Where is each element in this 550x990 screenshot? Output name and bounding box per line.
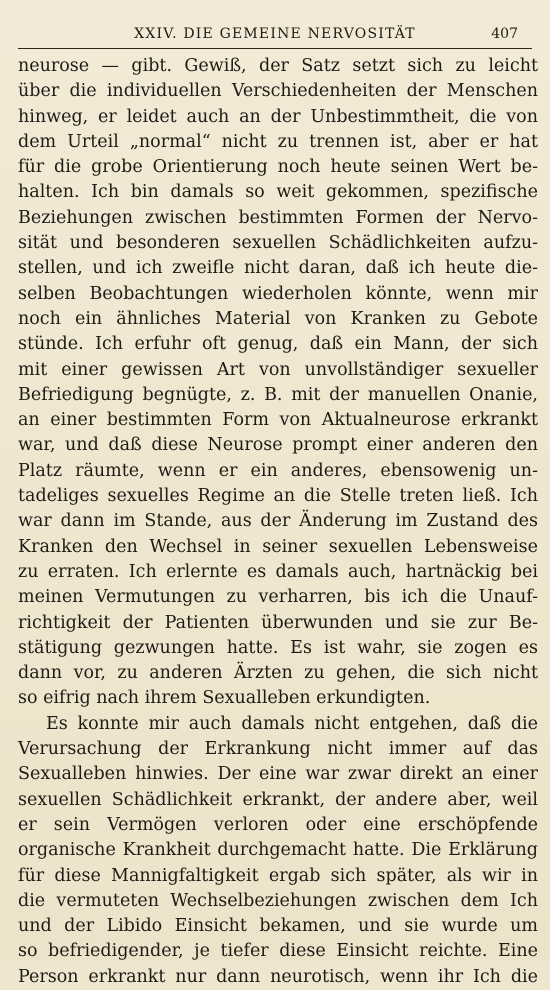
text-line: Person erkrankt nur dann neurotisch, wenn ihr Ich die bbox=[18, 966, 538, 987]
header-rule bbox=[18, 48, 532, 49]
text-line: halten. Ich bin damals so weit gekommen, spezifische bbox=[18, 182, 538, 203]
text-line: organische Krankheit durchgemacht hatte. Die Erklärung bbox=[18, 840, 538, 861]
text-line: stätigung gezwungen hatte. Es ist wahr, sie zogen es bbox=[18, 637, 538, 658]
text-line: neurose — gibt. Gewiß, der Satz setzt sich zu leicht bbox=[18, 56, 538, 76]
text-line: sität und besonderen sexuellen Schädlichkeiten aufzu- bbox=[18, 233, 538, 254]
running-head: XXIV. DIE GEMEINE NERVOSITÄT bbox=[134, 26, 416, 42]
text-line: meinen Vermutungen zu verharren, bis ich die Unauf- bbox=[18, 587, 538, 608]
text-line: tadeliges sexuelles Regime an die Stelle treten ließ. Ich bbox=[18, 486, 538, 507]
text-line: dann vor, zu anderen Ärzten zu gehen, die sich nicht bbox=[18, 663, 538, 684]
text-line: hinweg, er leidet auch an der Unbestimmtheit, die von bbox=[18, 106, 538, 127]
text-line: Sexualleben hinwies. Der eine war zwar direkt an einer bbox=[18, 764, 538, 785]
text-line: Beziehungen zwischen bestimmten Formen der Nervo- bbox=[18, 207, 538, 228]
text-line: Kranken den Wechsel in seiner sexuellen Lebensweise bbox=[18, 536, 538, 557]
text-line: stünde. Ich erfuhr oft genug, daß ein Mann, der sich bbox=[18, 334, 538, 355]
text-line: Verursachung der Erkrankung nicht immer auf das bbox=[18, 739, 538, 760]
text-line: stellen, und ich zweifle nicht daran, daß ich heute die- bbox=[18, 258, 538, 279]
text-line: so befriedigender, je tiefer diese Einsicht reichte. Eine bbox=[18, 941, 538, 962]
text-line: war, und daß diese Neurose prompt einer anderen den bbox=[18, 435, 538, 456]
text-line: dem Urteil „normal“ nicht zu trennen ist, aber er hat bbox=[18, 131, 538, 152]
page-header bbox=[18, 22, 532, 52]
paragraph-last-line: so eifrig nach ihrem Sexualleben erkundigten. bbox=[18, 688, 431, 709]
text-line: war dann im Stande, aus der Änderung im Zustand des bbox=[18, 511, 538, 532]
text-line: an einer bestimmten Form von Aktualneurose erkrankt bbox=[18, 410, 538, 431]
text-line: und der Libido Einsicht bekamen, und sie wurde um bbox=[18, 916, 538, 937]
text-line: für die grobe Orientierung noch heute seinen Wert be- bbox=[18, 157, 538, 178]
text-line: für diese Mannigfaltigkeit ergab sich später, als wir in bbox=[18, 865, 538, 886]
text-line: die vermuteten Wechselbeziehungen zwischen dem Ich bbox=[18, 890, 538, 911]
text-line: selben Beobachtungen wiederholen könnte, wenn mir bbox=[18, 283, 538, 304]
text-line: über die individuellen Verschiedenheiten der Menschen bbox=[18, 81, 538, 102]
body-text bbox=[18, 54, 538, 990]
text-line: er sein Vermögen verloren oder eine erschöpfende bbox=[18, 814, 538, 835]
text-line: mit einer gewissen Art von unvollständiger sexueller bbox=[18, 359, 538, 380]
text-line: zu erraten. Ich erlernte es damals auch, hartnäckig bei bbox=[18, 561, 538, 582]
text-line: Platz räumte, wenn er ein anderes, ebensowenig un- bbox=[18, 460, 538, 481]
page-number: 407 bbox=[491, 26, 518, 42]
text-line: Befriedigung begnügte, z. B. mit der manuellen Onanie, bbox=[18, 384, 538, 405]
text-line: sexuellen Schädlichkeit erkrankt, der andere aber, weil bbox=[18, 789, 538, 810]
text-line: noch ein ähnliches Material von Kranken zu Gebote bbox=[18, 308, 538, 329]
text-line: richtigkeit der Patienten überwunden und sie zur Be- bbox=[18, 612, 538, 633]
paragraph-first-line: Es konnte mir auch damals nicht entgehen, daß die bbox=[46, 713, 538, 734]
